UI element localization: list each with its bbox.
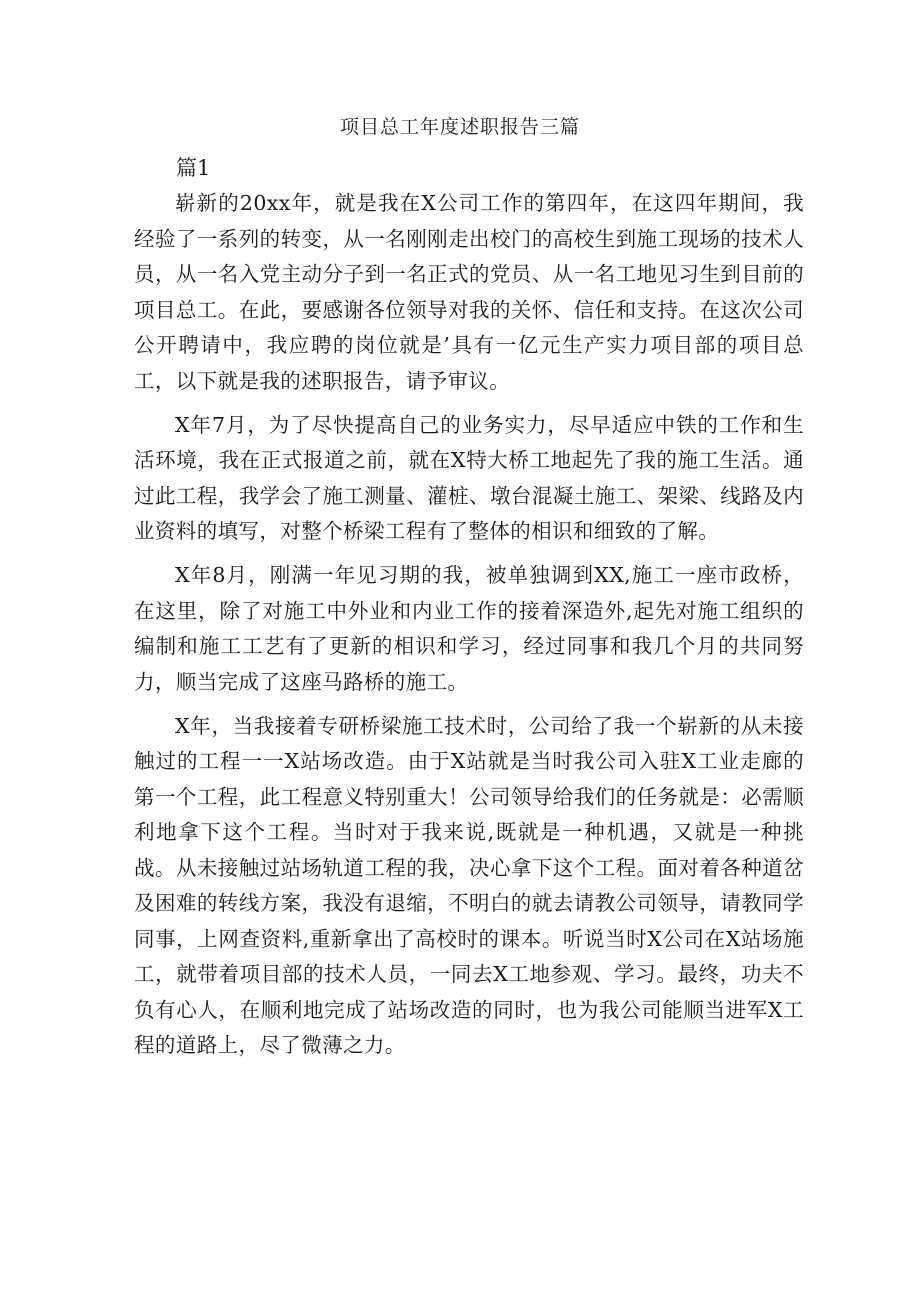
document-body	[134, 186, 804, 1072]
paragraph-1: 崭新的20xx年，就是我在X公司工作的第四年，在这四年期间，我经验了一系列的转变，从一名刚刚走出校门的高校生到施工现场的技术人员，从一名入党主动分子到一名正式的党员、从一名工地见习生到目前的项目总工。在此，要感谢各位领导对我的关怀、信任和支持。在这次公司公开聘请中，我应聘的岗位就是’具有一亿元生产实力项目部的项目总工，以下就是我的述职报告，请予审议。	[134, 191, 804, 393]
paragraph-3: X年8月，刚满一年见习期的我，被单独调到XX,施工一座市政桥，在这里，除了对施工中外业和内业工作的接着深造外,起先对施工组织的编制和施工工艺有了更新的相识和学习，经过同事和我几个月的共同努力，顺当完成了这座马路桥的施工。	[134, 563, 804, 694]
paragraph-2: X年7月，为了尽快提高自己的业务实力，尽早适应中铁的工作和生活环境，我在正式报道之前，就在X特大桥工地起先了我的施工生活。通过此工程，我学会了施工测量、灌桩、墩台混凝土施工、架梁、线路及内业资料的填写，对整个桥梁工程有了整体的相识和细致的了解。	[134, 412, 804, 543]
section-heading: 篇1	[176, 156, 211, 180]
document-title: 项目总工年度述职报告三篇	[339, 116, 580, 138]
paragraph-4: X年，当我接着专研桥梁施工技术时，公司给了我一个崭新的从未接触过的工程一一X站场改造。由于X站就是当时我公司入驻X工业走廊的第一个工程，此工程意义特别重大！公司领导给我们的任务就是：必需顺利地拿下这个工程。当时对于我来说,既就是一种机遇，又就是一种挑战。从未接触过站场轨道工程的我，决心拿下这个工程。面对着各种道岔及困难的转线方案，我没有退缩，不明白的就去请教公司领导，请教同学同事，上网查资料,重新拿出了高校时的课本。听说当时X公司在X站场施工，就带着项目部的技术人员，一同去X工地参观、学习。最终，功夫不负有心人，在顺利地完成了站场改造的同时，也为我公司能顺当进军X工程的道路上，尽了微薄之力。	[134, 713, 804, 1057]
